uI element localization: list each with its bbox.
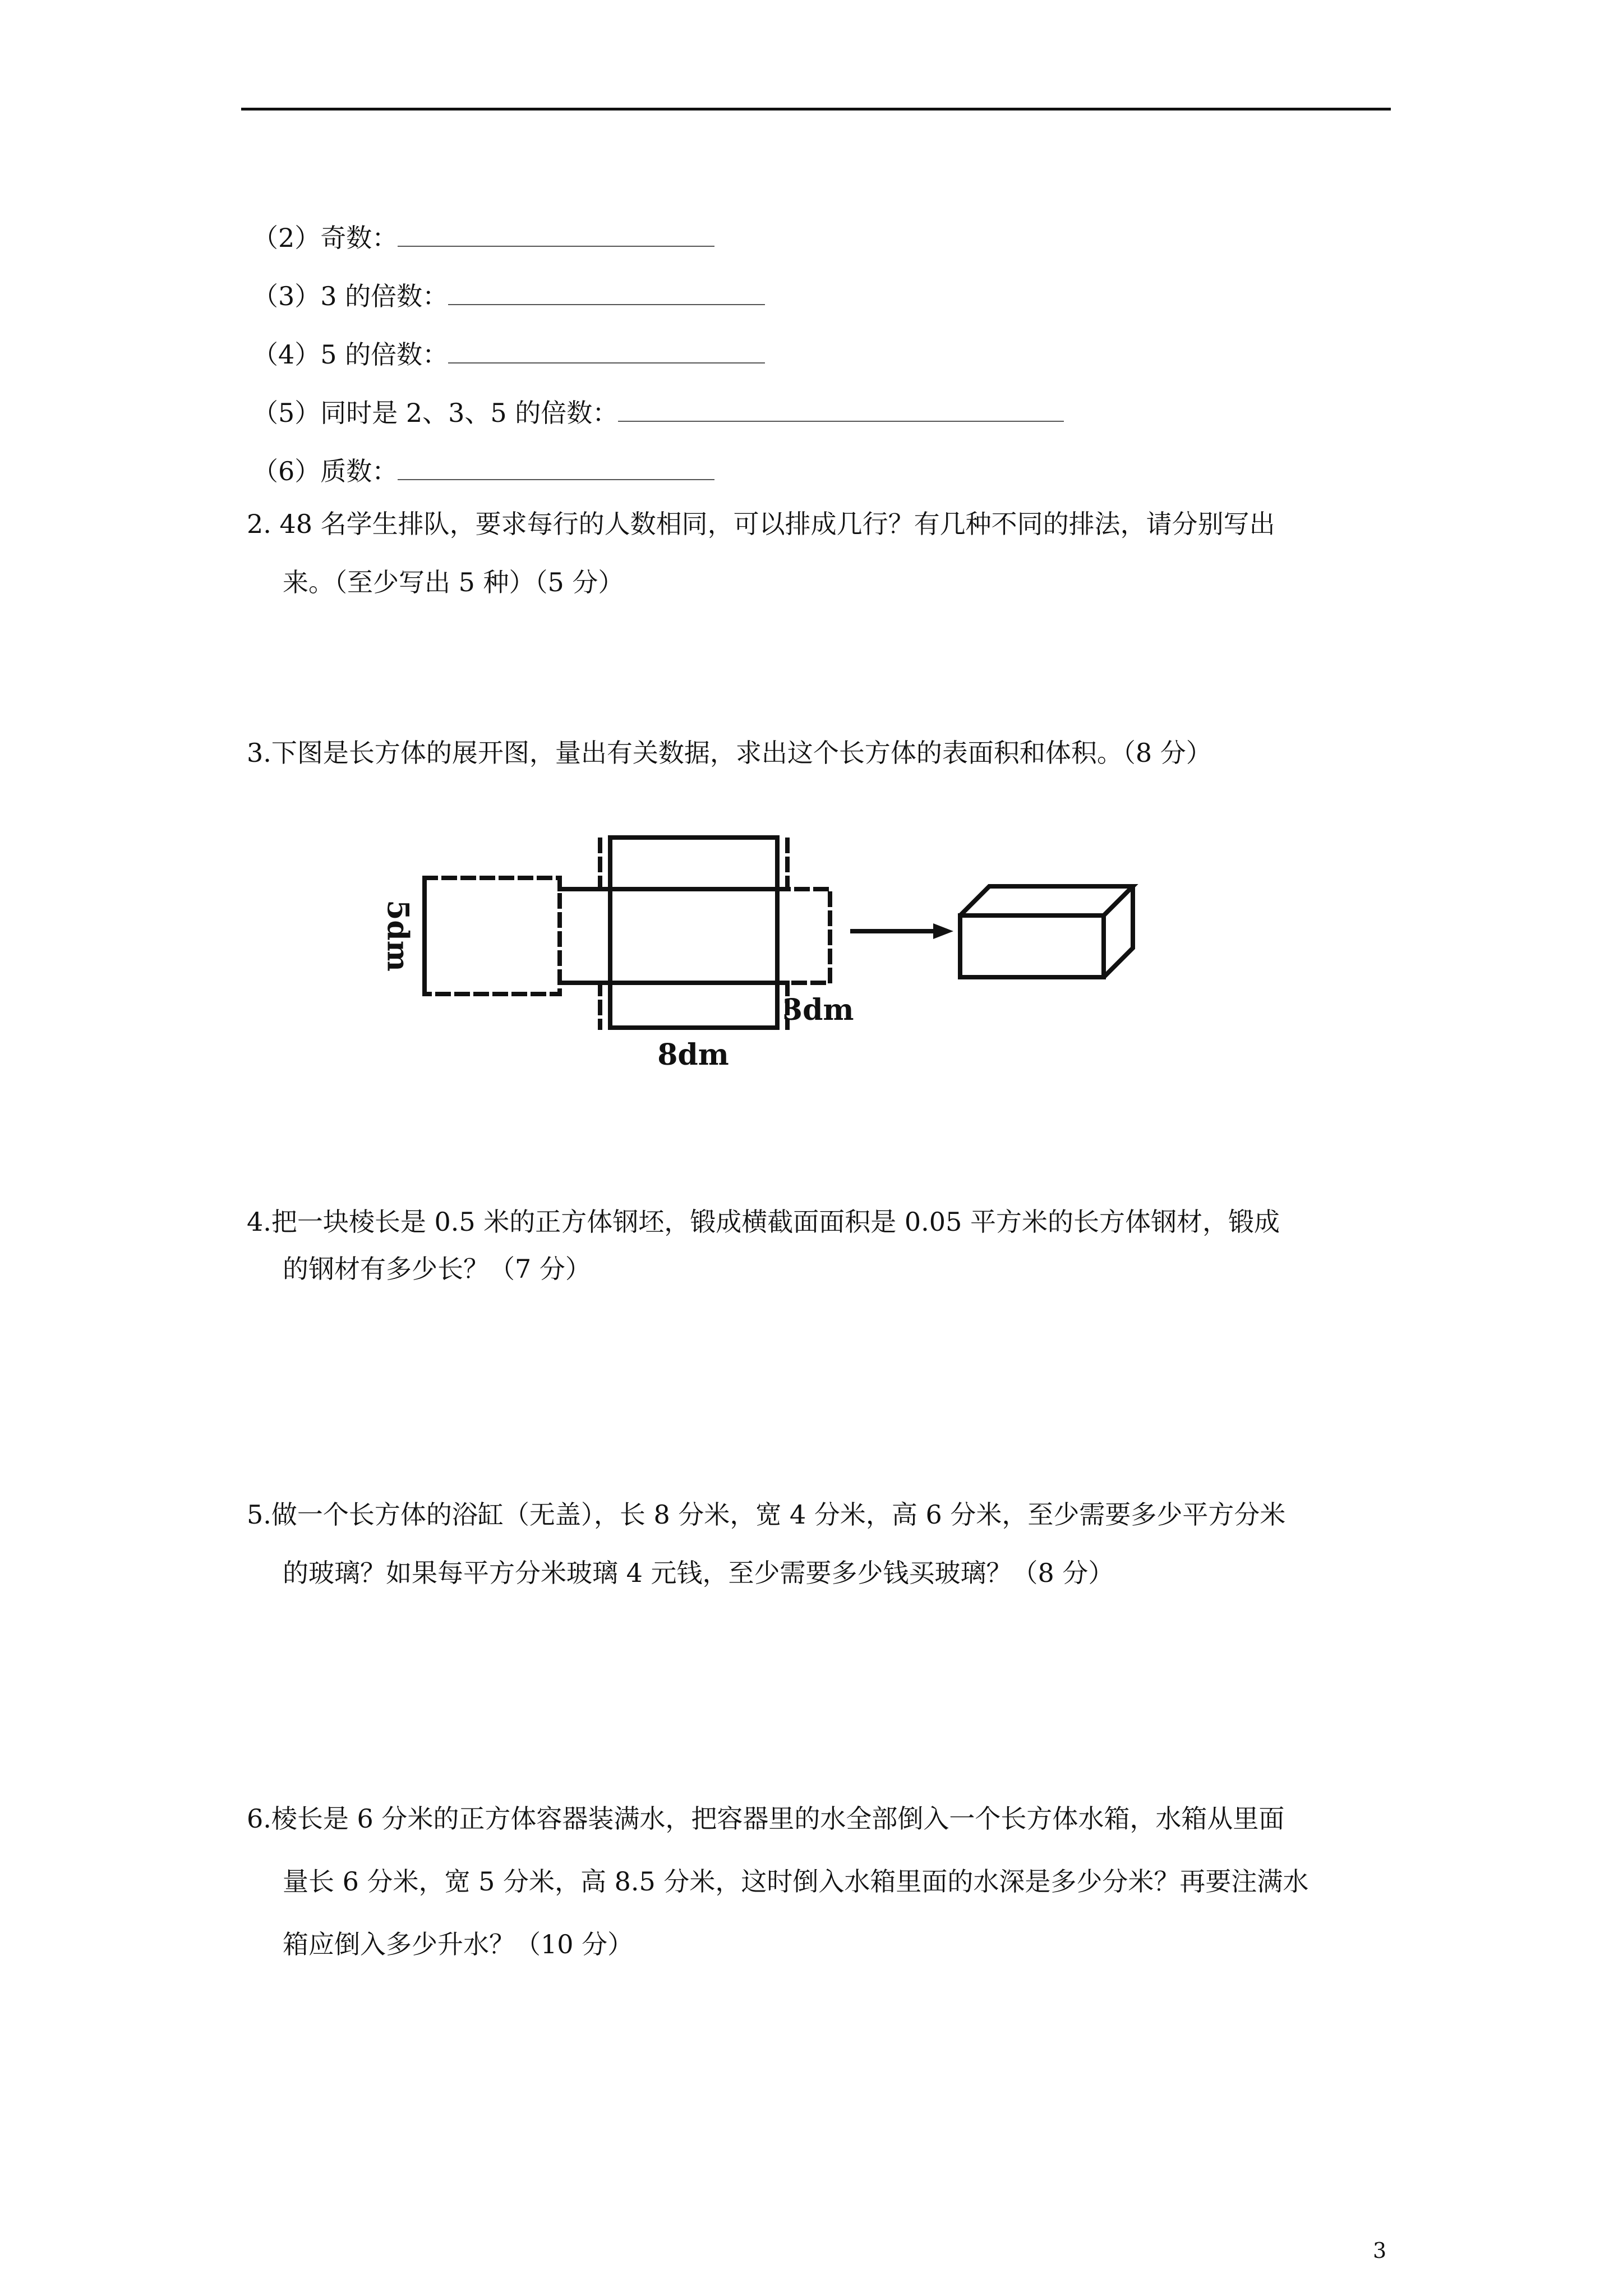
cuboid-front-face xyxy=(960,915,1104,977)
question-6-line-3: 箱应倒入多少升水？（10 分） xyxy=(283,1929,634,1959)
question-4 xyxy=(247,1205,1280,1239)
sub-item-label: （3）3 的倍数： xyxy=(252,281,449,311)
net-top-face-flaps xyxy=(600,838,787,889)
question-6-cont xyxy=(283,1865,1308,1898)
cuboid-top-face xyxy=(960,886,1133,915)
question-6-line-1: 6.棱长是 6 分米的正方体容器装满水，把容器里的水全部倒入一个长方体水箱，水箱从里面 xyxy=(247,1803,1285,1834)
question-5-line-2: 的玻璃？如果每平方分米玻璃 4 元钱，至少需要多少钱买玻璃？（8 分） xyxy=(283,1558,1114,1588)
net-bottom-face-flaps xyxy=(600,983,787,1028)
net-left-face-dashed xyxy=(425,878,560,994)
page-number: 3 xyxy=(1373,2238,1387,2263)
question-2-line-2: 来。（至少写出 5 种）（5 分） xyxy=(283,567,624,597)
question-6-line-2: 量长 6 分米，宽 5 分米，高 8.5 分米，这时倒入水箱里面的水深是多少分米？再要注满水 xyxy=(283,1866,1309,1897)
sub-item-label: （6）质数： xyxy=(252,456,398,486)
question-4-line-2: 的钢材有多少长？（7 分） xyxy=(283,1254,591,1284)
question-5 xyxy=(247,1498,1285,1531)
net-right-face-dashed xyxy=(777,889,830,983)
sub-item-label: （2）奇数： xyxy=(252,223,398,253)
label-width: 3dm xyxy=(782,993,854,1027)
sub-item-label: （4）5 的倍数： xyxy=(252,339,449,370)
question-5-cont xyxy=(283,1556,1114,1590)
arrow-head-icon xyxy=(933,923,953,939)
question-4-line-1: 4.把一块棱长是 0.5 米的正方体钢坯，锻成横截面面积是 0.05 平方米的长方体钢材，锻成 xyxy=(247,1207,1280,1237)
question-5-line-1: 5.做一个长方体的浴缸（无盖），长 8 分米，宽 4 分米，高 6 分米，至少需要多少平方分米 xyxy=(247,1499,1286,1530)
sub-item-label: （5）同时是 2、3、5 的倍数： xyxy=(252,398,619,428)
question-6-cont2 xyxy=(283,1927,633,1961)
question-3-line-1: 3.下图是长方体的展开图，量出有关数据，求出这个长方体的表面积和体积。（8 分） xyxy=(247,738,1212,768)
question-4-cont xyxy=(283,1252,591,1286)
label-length: 8dm xyxy=(657,1038,729,1072)
label-height: 5dm xyxy=(380,900,415,972)
question-6 xyxy=(247,1802,1284,1835)
question-2-line-1: 2. 48 名学生排队，要求每行的人数相同，可以排成几行？有几种不同的排法，请分别写出 xyxy=(247,509,1275,539)
